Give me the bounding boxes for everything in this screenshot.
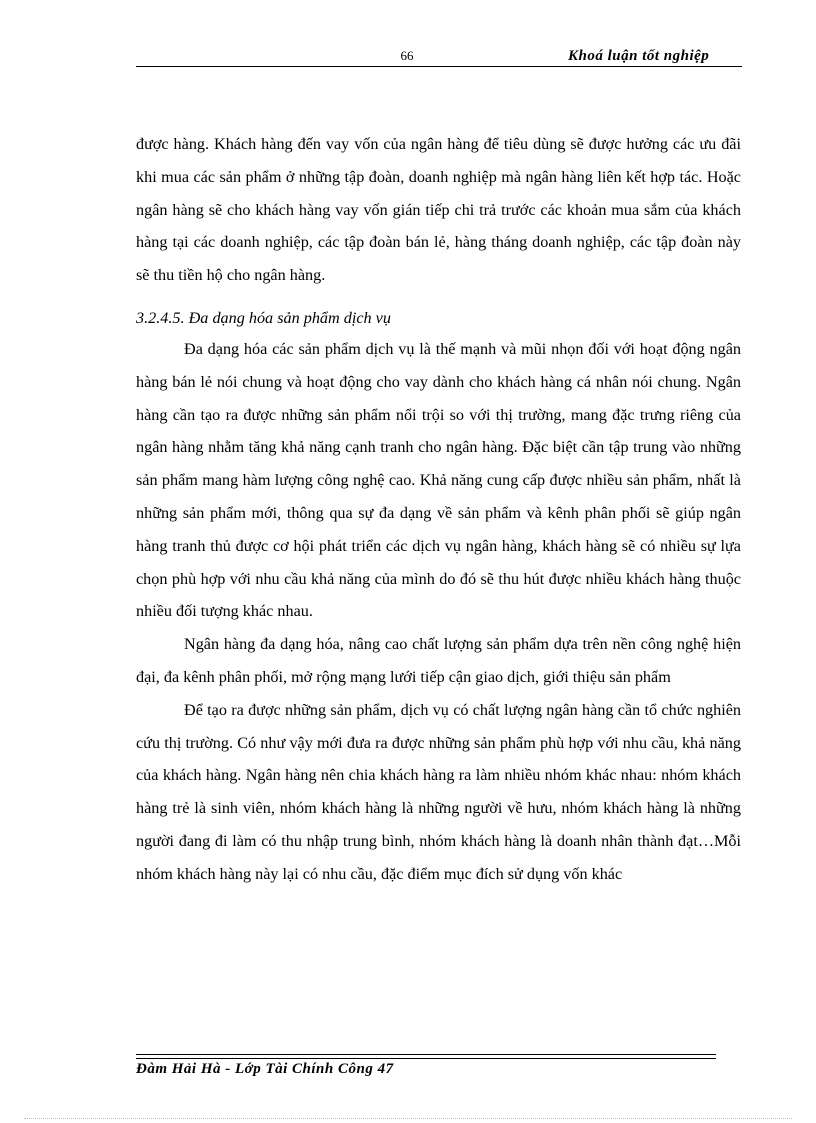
paragraph-1: được hàng. Khách hàng đến vay vốn của ngân hàng để tiêu dùng sẽ được hưởng các ưu đãi khi mua các sản phẩm ở những tập đoàn, doanh nghiệp mà ngân hàng liên kết hợp tác. Hoặc ngân hàng sẽ cho khách hàng vay vốn gián tiếp chi trả trước các khoản mua sắm của khách hàng tại các doanh nghiệp, các tập đoàn bán lẻ, hàng tháng doanh nghiệp, các tập đoàn này sẽ thu tiền hộ cho ngân hàng. — [136, 135, 741, 285]
footer-rule — [136, 1054, 716, 1055]
page-number: 66 — [400, 48, 414, 63]
body-content — [136, 128, 741, 891]
paragraph-4: Để tạo ra được những sản phẩm, dịch vụ có chất lượng ngân hàng cần tổ chức nghiên cứu thị trường. Có như vậy mới đưa ra được những sản phẩm phù hợp với nhu cầu, khả năng của khách hàng. Ngân hàng nên chia khách hàng ra làm nhiều nhóm khác nhau: nhóm khách hàng trẻ là sinh viên, nhóm khách hàng là những người về hưu, nhóm khách hàng là những người đang đi làm có thu nhập trung bình, nhóm khách hàng là doanh nhân thành đạt…Mỗi nhóm khách hàng này lại có nhu cầu, đặc điểm mục đích sử dụng vốn khác — [136, 700, 741, 883]
footer-author: Đàm Hải Hà - Lớp Tài Chính Công 47 — [136, 1061, 394, 1077]
header-rule — [136, 66, 742, 67]
header-title: Khoá luận tốt nghiệp — [568, 48, 710, 64]
paragraph-2: Đa dạng hóa các sản phẩm dịch vụ là thế mạnh và mũi nhọn đối với hoạt động ngân hàng bán lẻ nói chung và hoạt động cho vay dành cho khách hàng cá nhân nói chung. Ngân hàng cần tạo ra được những sản phẩm nổi trội so với thị trường, mang đặc trưng riêng của ngân hàng nhằm tăng khả năng cạnh tranh cho ngân hàng. Đặc biệt cần tập trung vào những sản phẩm mang hàm lượng công nghệ cao. Khả năng cung cấp được nhiều sản phẩm, nhất là những sản phẩm mới, thông qua sự đa dạng về sản phẩm và kênh phân phối sẽ giúp ngân hàng tranh thủ được cơ hội phát triển các dịch vụ ngân hàng, khách hàng sẽ có nhiều sự lựa chọn phù hợp với nhu cầu khả năng của mình do đó sẽ thu hút được nhiều khách hàng thuộc nhiều đối tượng khác nhau. — [136, 339, 741, 621]
paragraph-3: Ngân hàng đa dạng hóa, nâng cao chất lượng sản phẩm dựa trên nền công nghệ hiện đại, đa kênh phân phối, mở rộng mạng lưới tiếp cận giao dịch, giới thiệu sản phẩm — [136, 635, 741, 686]
footer-rule-double — [136, 1058, 716, 1059]
page-bottom-border — [24, 1118, 792, 1119]
section-heading: 3.2.4.5. Đa dạng hóa sản phẩm dịch vụ — [136, 308, 391, 327]
